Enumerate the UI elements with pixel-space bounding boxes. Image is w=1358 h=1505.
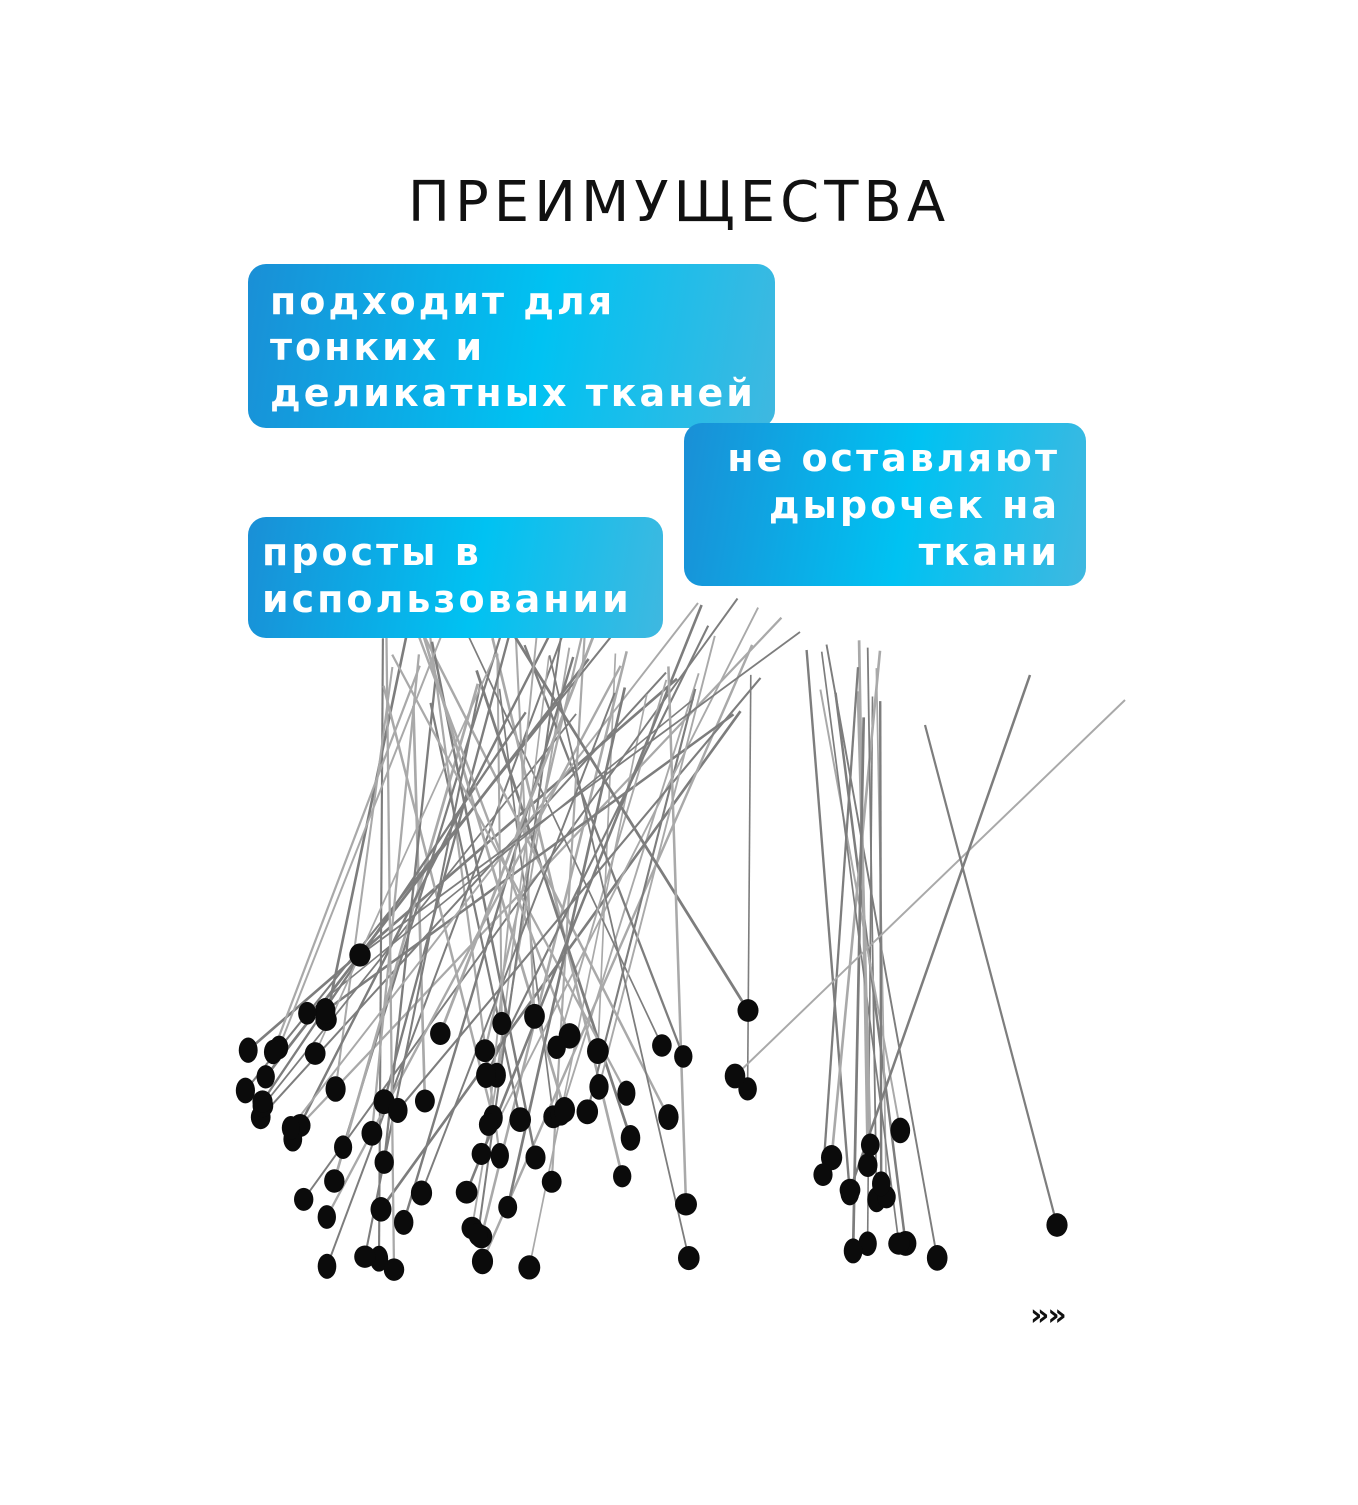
pin-shaft — [925, 725, 1057, 1225]
badge-line: не оставляют — [727, 436, 1060, 480]
benefit-badge-easy-to-use — [248, 517, 663, 638]
pin-head — [476, 1063, 496, 1088]
pin-head — [577, 1099, 599, 1124]
pin-head — [371, 1197, 392, 1222]
pin-head — [587, 1038, 609, 1064]
pin-head — [518, 1255, 540, 1279]
badge-line: использовании — [262, 577, 632, 621]
pin-head — [326, 1076, 346, 1102]
pin-shaft — [315, 654, 496, 1054]
pin-head — [334, 1135, 352, 1159]
pin-head — [415, 1090, 435, 1113]
pin-head — [430, 1022, 450, 1045]
pin-head — [469, 1223, 488, 1246]
benefit-badge-no-holes — [684, 423, 1086, 586]
pin-head — [675, 1193, 697, 1215]
pin-head — [813, 1163, 832, 1186]
pin-head — [318, 1205, 336, 1229]
pin-head — [498, 1196, 517, 1219]
pin-head — [354, 1246, 375, 1268]
next-arrows-icon[interactable]: »» — [1030, 1298, 1065, 1333]
pin-head — [840, 1179, 861, 1202]
pin-head — [491, 1143, 509, 1169]
pin-head — [384, 1258, 404, 1280]
pin-head — [861, 1134, 880, 1157]
pin-head — [282, 1116, 300, 1140]
pin-head — [361, 1121, 382, 1146]
pin-head — [547, 1036, 565, 1059]
pin-head — [525, 1145, 545, 1169]
pin-head — [388, 1098, 408, 1123]
pin-head — [456, 1181, 478, 1204]
pin-head — [411, 1180, 432, 1205]
pin-head — [872, 1171, 890, 1196]
pin-head — [589, 1074, 608, 1100]
pin-shaft — [599, 636, 715, 1087]
pin-head — [674, 1045, 692, 1068]
pin-head — [349, 943, 370, 966]
badge-line: подходит для — [270, 279, 616, 323]
pin-head — [621, 1125, 641, 1151]
pin-head — [305, 1042, 326, 1065]
pin-heads — [236, 943, 1068, 1280]
pin-head — [554, 1097, 575, 1123]
pin-head — [315, 998, 335, 1024]
pin-head — [479, 1113, 498, 1136]
pin-head — [652, 1034, 672, 1056]
pin-head — [236, 1078, 255, 1104]
pin-head — [472, 1249, 493, 1275]
pin-head — [678, 1246, 700, 1270]
pin-head — [324, 1169, 344, 1193]
pin-head — [298, 1002, 316, 1025]
badge-line: тонких и — [270, 325, 486, 369]
pin-head — [613, 1165, 631, 1187]
badge-line: ткани — [918, 530, 1060, 574]
pin-head — [658, 1104, 678, 1130]
pin-head — [725, 1064, 746, 1089]
pin-head — [617, 1081, 635, 1106]
pin-head — [844, 1238, 863, 1263]
pin-head — [890, 1118, 910, 1144]
pin-head — [239, 1038, 258, 1063]
badge-line: деликатных тканей — [270, 371, 756, 415]
pin-head — [1046, 1213, 1067, 1237]
pin-head — [294, 1188, 313, 1211]
pin-head — [492, 1012, 511, 1035]
pin-shaft — [748, 675, 751, 1089]
pin-head — [888, 1232, 909, 1254]
pin-head — [927, 1245, 948, 1271]
pin-head — [472, 1143, 492, 1165]
pin-shaft — [336, 667, 393, 1089]
pin-shaft — [735, 700, 1125, 1076]
pin-head — [737, 999, 758, 1022]
pin-shaft — [850, 675, 1030, 1190]
pin-head — [858, 1153, 877, 1177]
pin-head — [318, 1254, 337, 1279]
page-title: ПРЕИМУЩЕСТВА — [407, 170, 951, 235]
pin-head — [394, 1210, 413, 1235]
pin-head — [257, 1065, 275, 1088]
pin-shaft — [880, 701, 881, 1184]
pin-head — [475, 1039, 495, 1062]
pin-head — [252, 1090, 272, 1112]
badge-line: просты в — [262, 530, 482, 574]
pin-head — [524, 1004, 545, 1029]
badge-line: дырочек на — [768, 483, 1060, 527]
pin-head — [542, 1171, 562, 1193]
pin-head — [509, 1107, 531, 1132]
benefit-badge-delicate-fabrics — [248, 264, 775, 428]
pin-head — [375, 1151, 394, 1174]
pin-head — [264, 1040, 282, 1064]
